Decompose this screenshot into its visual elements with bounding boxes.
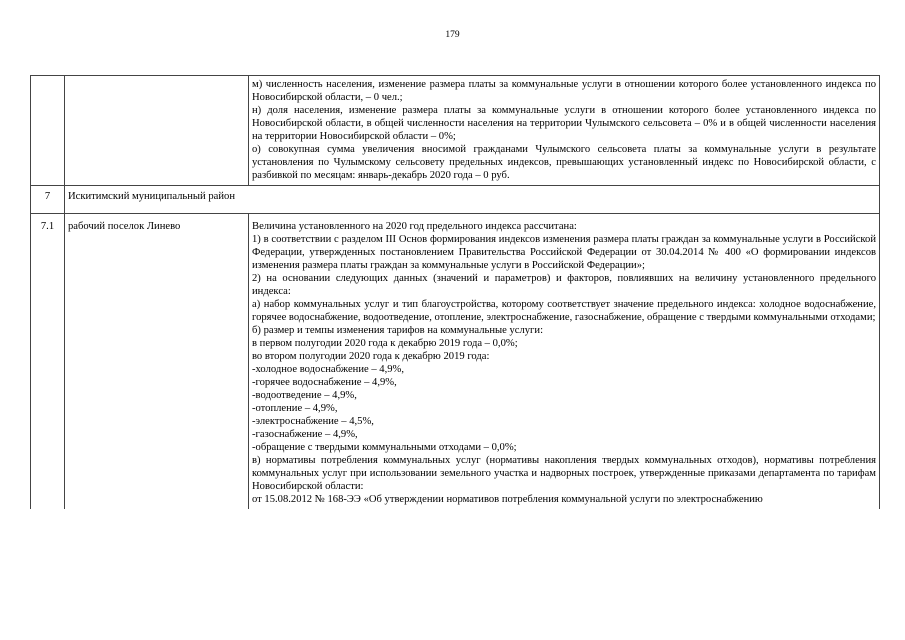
list-item: -газоснабжение – 4,9%, <box>252 429 358 440</box>
paragraph: а) набор коммунальных услуг и тип благоустройства, которому соответствует значение предельного индекса: холодное водоснабжение, горячее водоснабжение, водоотведение, отопление, электроснабжение, газоснабжение, обращение с твердыми коммунальными отходами; <box>252 299 876 323</box>
paragraph: 2) на основании следующих данных (значений и параметров) и факторов, повлиявших на величину установленного предельного индекса: <box>252 273 876 297</box>
paragraph: в первом полугодии 2020 года к декабрю 2019 года – 0,0%; <box>252 338 518 349</box>
paragraph: м) численность населения, изменение размера платы за коммунальные услуги в отношении которого более установленного индекса по Новосибирской области, – 0 чел.; <box>252 79 876 103</box>
table-row <box>31 214 880 510</box>
list-item: -горячее водоснабжение – 4,9%, <box>252 377 397 388</box>
municipality-cell: рабочий поселок Линево <box>65 214 249 510</box>
paragraph: от 15.08.2012 № 168-ЭЭ «Об утверждении нормативов потребления коммунальной услуги по электроснабжению <box>252 494 763 505</box>
description-cell <box>249 214 880 510</box>
page-number: 179 <box>445 30 460 40</box>
tariff-index-table <box>30 75 880 509</box>
municipality-cell <box>65 76 249 186</box>
row-number-cell: 7.1 <box>31 214 65 510</box>
row-number-cell <box>31 76 65 186</box>
list-item: -электроснабжение – 4,5%, <box>252 416 374 427</box>
paragraph: 1) в соответствии с разделом III Основ формирования индексов изменения размера платы граждан за коммунальные услуги в Российской Федерации, утвержденных постановлением Правительства Российской Федерации от 30.04.2014 № 400 «О формировании индексов изменения размера платы граждан за коммунальные услуги в Российской Федерации»; <box>252 234 876 271</box>
paragraph: во втором полугодии 2020 года к декабрю 2019 года: <box>252 351 490 362</box>
description-cell <box>249 76 880 186</box>
section-title-cell: Искитимский муниципальный район <box>65 186 880 214</box>
paragraph: н) доля населения, изменение размера платы за коммунальные услуги в отношении которого более установленного индекса по Новосибирской области, в общей численности населения на территории Чулымского сельсовета – 0% и в общей численности населения на территории Новосибирской области – 0%; <box>252 105 876 142</box>
paragraph: о) совокупная сумма увеличения вносимой гражданами Чулымского сельсовета платы за коммунальные услуги в результате установления по Чулымскому сельсовету предельных индексов, превышающих установленный индекс по Новосибирской области, с разбивкой по месяцам: январь-декабрь 2020 года – 0 руб. <box>252 144 876 181</box>
paragraph: Величина установленного на 2020 год предельного индекса рассчитана: <box>252 221 577 232</box>
list-item: -обращение с твердыми коммунальными отходами – 0,0%; <box>252 442 517 453</box>
list-item: -холодное водоснабжение – 4,9%, <box>252 364 404 375</box>
section-number-cell: 7 <box>31 186 65 214</box>
paragraph: б) размер и темпы изменения тарифов на коммунальные услуги: <box>252 325 544 336</box>
list-item: -отопление – 4,9%, <box>252 403 338 414</box>
list-item: -водоотведение – 4,9%, <box>252 390 357 401</box>
paragraph: в) нормативы потребления коммунальных услуг (нормативы накопления твердых коммунальных отходов), нормативы потребления коммунальных услуг при использовании земельного участка и надворных построек, утвержденные приказами департамента по тарифам Новосибирской области: <box>252 455 876 492</box>
section-row <box>31 186 880 214</box>
table-row <box>31 76 880 186</box>
